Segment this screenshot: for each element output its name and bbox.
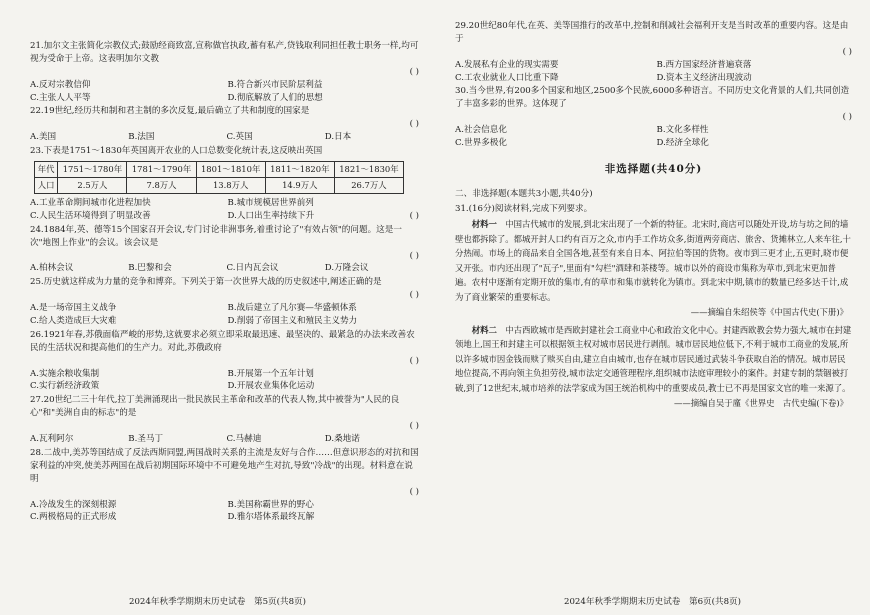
material-text: 中国古代城市的发展,到北宋出现了一个新的特征。北宋时,商店可以随处开设,坊与坊之间的墙壁也都拆除了。都城开封人口约有百万之众,市内手工作坊众多,街道两旁商店、旅舍、货摊林立,人来车往,十分热闹。市场上的商品来自全国各地,甚至有来自日本、阿拉伯等国的货物。夜市到三更才止,五更时,晓市便又开张。市内还出现了"瓦子",里面有"勾栏"酒肆和茶楼等。城市以外的商设市集称为草市,到北宋更加普遍。农村中逐渐有定期开放的集市,有的草市和集市就转化为镇市。到北宋中期,镇市的数量已经多达千计,成为了商业繁荣的重要标志。: [455, 219, 851, 302]
material-label: 材料一: [471, 219, 497, 230]
answer-option[interactable]: A.发展私有企业的现实需要: [455, 59, 559, 70]
table-cell: 7.8万人: [127, 178, 196, 194]
answer-option[interactable]: C.给人类造成巨大灾难: [30, 316, 117, 327]
answer-option[interactable]: D.桑地诺: [324, 434, 360, 445]
statistics-table: [34, 161, 404, 194]
question-stem: 21.加尔文主张简化宗教仪式;鼓励经商致富,宣称做官执政,蓄有私产,贷钱取利同担任教士职务一样,均可视为受命于上帝。这表明加尔文教: [30, 41, 419, 64]
material-source: ——摘编自朱绍侯等《中国古代史(下册)》: [690, 307, 848, 318]
table-cell: 26.7万人: [334, 178, 403, 194]
table-cell: 14.9万人: [265, 178, 334, 194]
answer-option[interactable]: A.社会信息化: [455, 125, 507, 136]
answer-paren: ( ): [409, 421, 419, 432]
material-paragraph: [455, 323, 852, 395]
question-block: [30, 447, 419, 524]
table-cell: 2.5万人: [58, 178, 127, 194]
answer-paren: ( ): [409, 290, 419, 301]
question-stem: 30.当今世界,有200多个国家和地区,2500多个民族,6000多种语言。不同历史文化背景的人们,共同创造了丰富多彩的世界。这体现了: [455, 86, 850, 110]
answer-option[interactable]: B.美国称霸世界的野心: [227, 499, 314, 510]
answer-options: [30, 368, 419, 394]
answer-option[interactable]: A.柏林会议: [30, 263, 74, 274]
material-text: 中古西欧城市是西欧封建社会工商业中心和政治文化中心。封建西欧教会势力强大,城市在封建领地上,国王和封建主可以根据领主权对城市居民进行剥削。城市居民地位低下,不利于城市工商业的发展,所以许多城市因金钱而赎了赎买自由,建立自由城市,也存在城市居民通过武装斗争获取自治的情况。城市居民地位提高,不再向领主负担劳役,城市法定交通管理程序,组织城市法庭审理较小的案件。封建专制的禁锢被打破,到了12世纪末,城市培养的法学家成为国王统治机构中的重要成员,教士已不再是国家文官的唯一来源了。: [455, 324, 852, 393]
answer-options: [30, 131, 419, 144]
page-footer: 2024年秋季学期期末历史试卷 第5页(共8页): [128, 597, 306, 608]
question-stem: 24.1884年,英、德等15个国家召开会议,专门讨论非洲事务,着重讨论了"有效占领"的问题。这是一次"地图上作业"的会议。该会议是: [30, 224, 402, 248]
answer-option[interactable]: B.巴黎和会: [128, 263, 172, 274]
answer-option[interactable]: B.符合新兴市民阶层利益: [227, 79, 323, 90]
answer-options: [30, 262, 419, 275]
question-block: [455, 85, 852, 149]
answer-option[interactable]: B.圣马丁: [128, 434, 164, 445]
answer-option[interactable]: D.经济全球化: [656, 138, 709, 149]
answer-options: [30, 79, 419, 105]
question-stem: 26.1921年春,苏俄面临严峻的形势,这就要求必须立即采取最迅速、最坚决的、最紧急的办法来改善农民的生活状况和提高他们的生产力。对此,苏俄政府: [30, 329, 415, 353]
answer-option[interactable]: B.开展第一个五年计划: [227, 368, 314, 379]
answer-paren: ( ): [409, 210, 419, 221]
answer-options: [30, 197, 419, 223]
question-stem: 27.20世纪二三十年代,拉丁美洲涌现出一批民族民主革命和改革的代表人物,其中被誉为"人民的良心"和"美洲自由的标志"的是: [30, 395, 400, 419]
answer-paren: ( ): [842, 112, 852, 123]
answer-option[interactable]: A.反对宗教信仰: [30, 79, 91, 90]
answer-option[interactable]: D.万隆会议: [324, 263, 369, 274]
question-block: [30, 394, 419, 446]
question-stem: 29.20世纪80年代,在英、美等国推行的改革中,控制和削减社会福利开支是当时改革的重要内容。这是由于: [455, 21, 849, 44]
answer-option[interactable]: A.冷战发生的深刻根源: [30, 499, 117, 510]
answer-option[interactable]: D.资本主义经济出现波动: [656, 72, 752, 83]
question-block: [30, 40, 419, 104]
answer-option[interactable]: C.世界多极化: [455, 138, 507, 149]
question-stem: 28.二战中,美苏等国结成了反法西斯同盟,两国战时关系的主流是友好与合作……但意识形态的对抗和国家利益的冲突,使美苏两国在战后初期国际环境中不可避免地产生对抗,导致"冷战"的出现。材料意在说明: [30, 447, 419, 484]
answer-paren: ( ): [409, 250, 419, 261]
table-cell: 人口: [35, 178, 58, 194]
answer-option[interactable]: B.法国: [128, 132, 155, 143]
table-row: [35, 162, 404, 178]
page-footer: 2024年秋季学期期末历史试卷 第6页(共8页): [563, 597, 741, 608]
answer-option[interactable]: C.实行新经济政策: [30, 381, 100, 392]
table-cell: 13.8万人: [196, 178, 265, 194]
answer-option[interactable]: A.工业革命期间城市化进程加快: [30, 198, 151, 209]
answer-paren: ( ): [842, 46, 852, 57]
question-block: [30, 329, 419, 393]
table-header-cell: 1751～1780年: [58, 162, 127, 178]
answer-option[interactable]: D.削弱了帝国主义和殖民主义势力: [227, 316, 358, 327]
answer-option[interactable]: C.主张人人平等: [30, 92, 91, 103]
answer-paren: ( ): [409, 66, 419, 77]
table-header-cell: 1811～1820年: [265, 162, 334, 178]
answer-option[interactable]: C.日内瓦会议: [226, 263, 279, 274]
table-row: [35, 178, 404, 194]
answer-paren: ( ): [409, 119, 419, 130]
answer-option[interactable]: C.工农业就业人口比重下降: [455, 72, 559, 83]
section-title: 非选择题(共40分): [604, 162, 703, 175]
answer-option[interactable]: C.两极格局的正式形成: [30, 512, 117, 523]
question-stem: 23.下表是1751～1830年英国离开农业的人口总数变化统计表,这反映出英国: [30, 146, 323, 157]
answer-options: [30, 302, 419, 328]
answer-paren: ( ): [409, 486, 419, 497]
answer-options: [455, 124, 852, 150]
table-header-cell: 1821～1830年: [334, 162, 403, 178]
question-stem: 22.19世纪,经历共和制和君主制的多次反复,最后确立了共和制度的国家是: [30, 106, 310, 117]
answer-option[interactable]: D.雅尔塔体系最终瓦解: [227, 512, 315, 523]
answer-option[interactable]: C.英国: [226, 132, 253, 143]
material-paragraph: [455, 217, 852, 304]
question-stem: 31.(16分)阅读材料,完成下列要求。: [455, 203, 593, 214]
question-block: [30, 224, 419, 276]
question-block: [30, 276, 419, 328]
answer-option[interactable]: C.马赫迪: [226, 434, 262, 445]
answer-option[interactable]: B.战后建立了凡尔赛—华盛顿体系: [227, 303, 357, 314]
answer-option[interactable]: A.瓦利阿尔: [30, 434, 74, 445]
answer-option[interactable]: A.美国: [30, 132, 57, 143]
exam-page-6: [435, 0, 870, 615]
table-header-cell: 1781～1790年: [127, 162, 196, 178]
answer-paren: ( ): [409, 355, 419, 366]
answer-option[interactable]: B.文化多样性: [656, 125, 709, 136]
answer-option[interactable]: A.实施余粮收集制: [30, 368, 100, 379]
answer-option[interactable]: D.开展农业集体化运动: [227, 381, 315, 392]
answer-option[interactable]: D.日本: [324, 132, 352, 143]
answer-options: [455, 59, 852, 85]
answer-option[interactable]: D.人口出生率持续下升: [227, 210, 315, 221]
question-block: [455, 20, 852, 84]
answer-option[interactable]: B.西方国家经济普遍衰落: [656, 59, 752, 70]
answer-option[interactable]: B.城市规模居世界前列: [227, 198, 314, 209]
material-label: 材料二: [471, 324, 497, 335]
answer-options: [30, 499, 419, 525]
answer-option[interactable]: D.彻底解放了人们的思想: [227, 92, 323, 103]
table-header-cell: 1801～1810年: [196, 162, 265, 178]
material-source: ——摘编自吴于廑《世界史 古代史编(下卷)》: [673, 398, 848, 409]
section-heading: 二、非选择题(本题共3小题,共40分): [455, 188, 593, 199]
answer-option[interactable]: A.是一场帝国主义战争: [30, 303, 117, 314]
table-header-cell: 年代: [35, 162, 58, 178]
question-block: [30, 105, 419, 144]
question-block: [30, 145, 419, 223]
answer-options: [30, 433, 419, 446]
question-stem: 25.历史就这样成为力量的竞争和博弈。下列关于第一次世界大战的历史叙述中,阐述正确的是: [30, 277, 382, 288]
answer-option[interactable]: C.人民生活环境得到了明显改善: [30, 210, 151, 221]
